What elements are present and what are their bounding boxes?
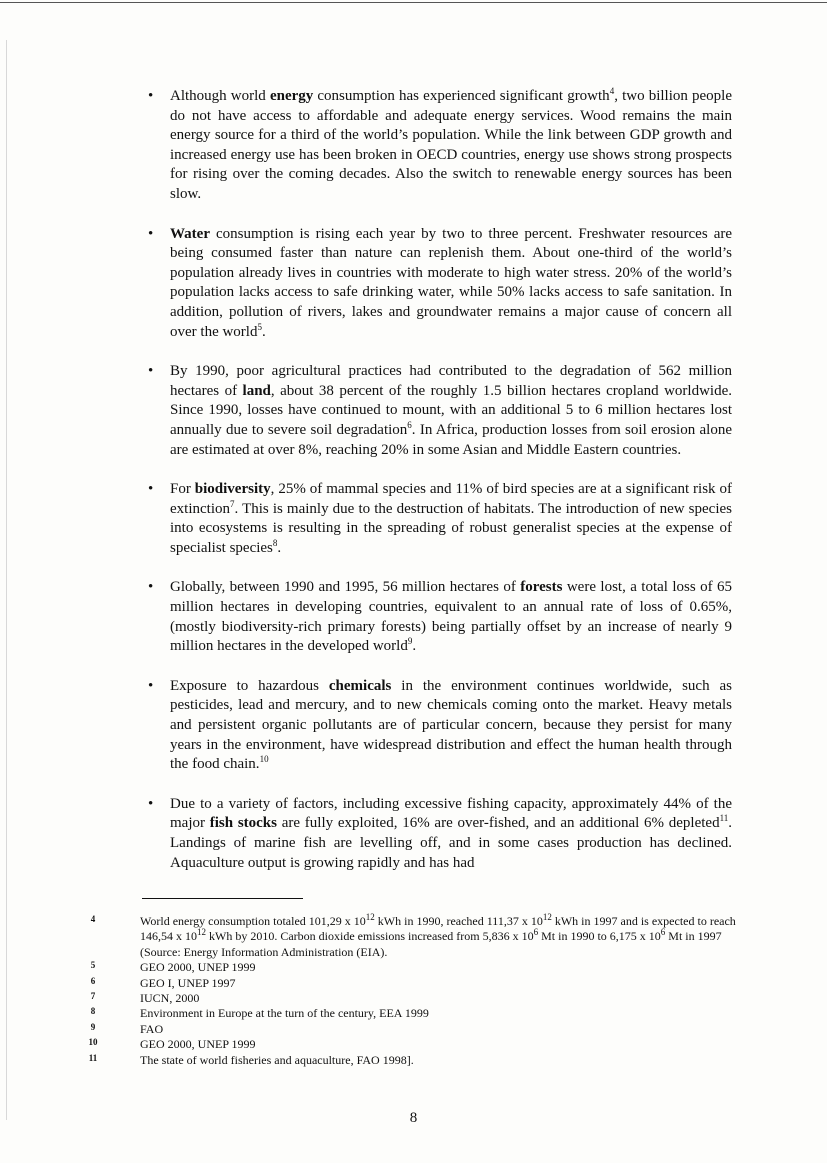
- footnote-ref: 8: [272, 537, 278, 548]
- footnote-ref: 6: [660, 927, 666, 938]
- text-run: were lost, a total loss of 65 million hectares in developing countries, equivalent to an annual rate of loss of 0.65%, (mostly biodiversity-rich primary forests) being partially offset by an increase of nearly 9 million hectares in the developed world: [170, 579, 732, 655]
- bullet-dot: •: [148, 795, 154, 812]
- page-number: 8: [409, 1110, 418, 1126]
- footnote-ref: 6: [533, 927, 539, 938]
- bullet-dot: •: [148, 481, 154, 498]
- text-run: Globally, between 1990 and 1995, 56 million hectares of: [170, 579, 521, 596]
- bullet-dot: •: [148, 225, 154, 242]
- bold-term: biodiversity: [194, 481, 271, 498]
- bold-term: fish stocks: [209, 815, 277, 832]
- text-run: consumption is rising each year by two to three percent. Freshwater resources are being consumed faster than nature can replenish them. About one-third of the world’s population already lives in countries with moderate to high water stress. 20% of the world’s population lacks access to safe drinking water, while 50% lacks access to safe sanitation. In addition, pollution of rivers, lakes and groundwater remains a major cause of concern all over the world: [170, 225, 732, 340]
- left-scan-edge: [6, 40, 7, 1120]
- footnote-number: 7: [90, 991, 96, 1002]
- text-run: .: [261, 323, 266, 340]
- footnote: [86, 976, 736, 991]
- bullet-dot: •: [148, 363, 154, 380]
- footnote-number: 5: [90, 960, 96, 971]
- text-run: . This is mainly due to the destruction of habitats. The introduction of new species into ecosystems is resulting in the spreading of robust generalist species at the expense of specialist species: [170, 500, 732, 556]
- bullet-item: [142, 225, 732, 343]
- footnote-ref: 12: [542, 912, 552, 922]
- footnote-number: 4: [90, 914, 96, 924]
- bullet-item: [142, 480, 732, 558]
- text-run: kWh in 1997 and is expected to reach 146,54 x 10: [140, 914, 736, 944]
- bullet-item: [142, 795, 732, 873]
- footnote-number: 9: [90, 1021, 96, 1032]
- text-run: . Landings of marine fish are levelling off, and in some cases production has declined. Aquaculture output is growing rapidly and has had: [170, 815, 732, 871]
- bullet-item: [142, 578, 732, 656]
- text-run: The state of world fisheries and aquaculture, FAO 1998].: [140, 1052, 414, 1067]
- bullet-item: [142, 677, 732, 775]
- text-run: IUCN, 2000: [140, 991, 200, 1006]
- bullet-item: [142, 362, 732, 460]
- text-run: Although world: [170, 88, 270, 104]
- bold-term: chemicals: [328, 677, 392, 694]
- footnote: [86, 914, 736, 960]
- text-run: , two billion people do not have access to affordable and adequate energy services. Wood remains the main energy source for a third of the world’s population. While the link between GDP growth and increased energy use has been broken in OECD countries, energy use shows strong prospects for rising over the coming decades. Also the switch to renewable energy sources has been slow.: [170, 88, 732, 202]
- text-run: consumption has experienced significant growth: [313, 88, 610, 104]
- bold-term: energy: [269, 88, 314, 104]
- text-run: GEO 2000, UNEP 1999: [140, 960, 256, 975]
- text-run: Mt in 1997 (Source: Energy Information Administration (EIA).: [140, 929, 722, 959]
- text-run: . In Africa, production losses from soil erosion alone are estimated at over 8%, reaching 20% in some Asian and Middle Eastern countries.: [170, 421, 732, 458]
- text-run: For: [170, 481, 195, 498]
- text-run: FAO: [140, 1021, 164, 1036]
- footnote: [86, 1006, 736, 1021]
- bullet-dot: •: [148, 579, 154, 596]
- footnote-ref: 10: [259, 754, 269, 765]
- footnote-number: 6: [90, 975, 96, 986]
- bold-term: Water: [170, 225, 210, 242]
- bullet-item: [142, 87, 732, 205]
- footnote: [86, 1037, 736, 1052]
- footnote-ref: 12: [197, 927, 206, 938]
- footnote: [86, 960, 736, 975]
- bold-term: land: [242, 382, 271, 399]
- footnotes: [86, 914, 736, 1068]
- footnote-number: 11: [88, 1052, 98, 1063]
- text-run: By 1990, poor agricultural practices had contributed to the degradation of 562 million hectares of: [170, 363, 732, 399]
- text-run: , 25% of mammal species and 11% of bird species are at a significant risk of extinction: [170, 481, 732, 517]
- bullet-dot: •: [148, 88, 154, 104]
- footnote-ref: 9: [407, 636, 413, 647]
- page-body: [142, 87, 732, 893]
- footnote-ref: 11: [719, 813, 729, 824]
- text-run: are fully exploited, 16% are over-fished, and an additional 6% depleted: [277, 815, 720, 832]
- text-run: Mt in 1990 to 6,175 x 10: [538, 929, 661, 944]
- footnote-ref: 6: [407, 419, 412, 430]
- footnote-number: 8: [90, 1006, 96, 1017]
- text-run: kWh by 2010. Carbon dioxide emissions increased from 5,836 x 10: [206, 929, 534, 944]
- footnote: [86, 991, 736, 1006]
- bold-term: forests: [520, 579, 563, 596]
- footnote-ref: 5: [257, 321, 262, 332]
- text-run: .: [277, 539, 282, 556]
- text-run: GEO 2000, UNEP 1999: [140, 1037, 256, 1052]
- text-run: Environment in Europe at the turn of the century, EEA 1999: [140, 1006, 429, 1021]
- footnote-ref: 12: [365, 912, 375, 922]
- text-run: Exposure to hazardous: [170, 677, 329, 694]
- text-run: in the environment continues worldwide, such as pesticides, lead and mercury, and to new chemicals coming onto the market. Heavy metals and persistent organic pollutants are of particular concern, because they persist for many years in the environment, have widespread distribution and effect the human health through the food chain.: [170, 677, 732, 773]
- text-run: GEO I, UNEP 1997: [140, 975, 236, 990]
- bullet-list: [142, 87, 732, 873]
- footnote: [86, 1053, 736, 1068]
- text-run: .: [412, 638, 417, 655]
- footnote-separator: [142, 898, 303, 899]
- footnote-ref: 4: [609, 86, 615, 96]
- text-run: World energy consumption totaled 101,29 x 10: [140, 914, 366, 928]
- bullet-dot: •: [148, 677, 154, 694]
- text-run: kWh in 1990, reached 111,37 x 10: [374, 914, 543, 928]
- footnote: [86, 1022, 736, 1037]
- top-border-line: [0, 2, 827, 3]
- footnote-ref: 7: [230, 498, 235, 509]
- footnote-number: 10: [88, 1037, 98, 1048]
- text-run: , about 38 percent of the roughly 1.5 billion hectares cropland worldwide. Since 1990, losses have continued to mount, with an additional 5 to 6 million hectares lost annually due to severe soil degradation: [170, 382, 732, 438]
- text-run: Due to a variety of factors, including excessive fishing capacity, approximately 44% of the major: [170, 795, 732, 832]
